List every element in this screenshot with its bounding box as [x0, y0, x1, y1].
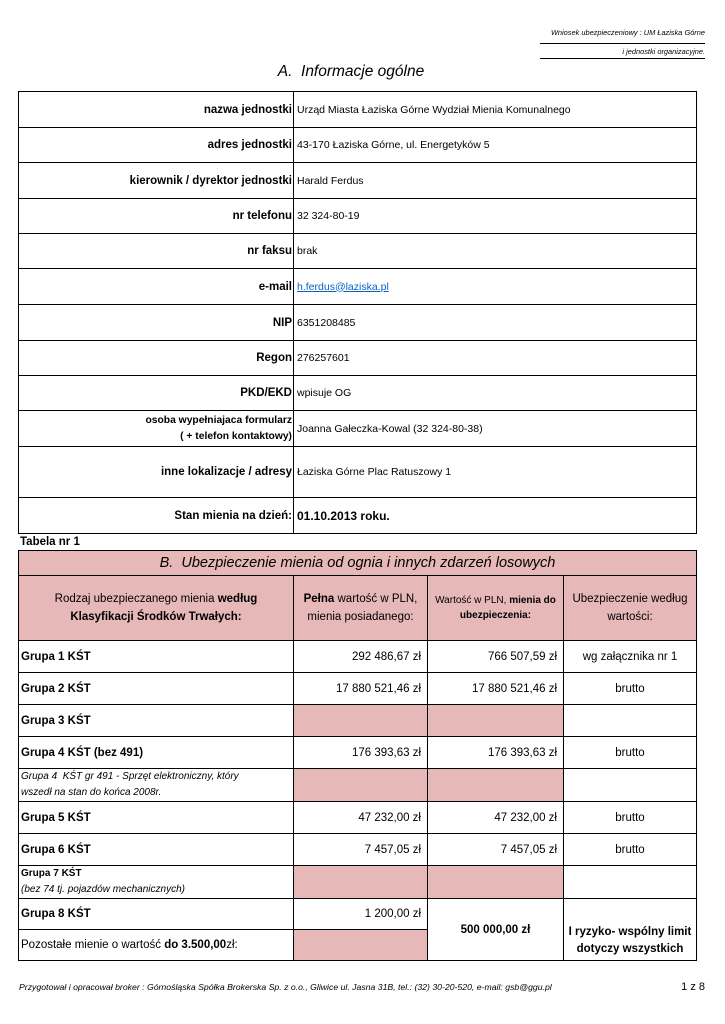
combined-limit-value: 500 000,00 zł — [428, 899, 564, 961]
header-text-bold: mienia do — [509, 595, 556, 606]
group-label: Grupa 4 KŚT (bez 491) — [19, 737, 294, 769]
asset-row-group-7 — [19, 866, 697, 899]
header-text-bold: Klasyfikacji Środków Trwałych: — [70, 611, 242, 623]
combined-limit-note — [564, 899, 697, 961]
asset-row-group-3 — [19, 705, 697, 737]
info-row-fax — [19, 234, 697, 269]
info-value: 43-170 Łaziska Górne, ul. Energetyków 5 — [294, 128, 697, 163]
info-value: Harald Ferdus — [294, 163, 697, 199]
insured-value-cell: 47 232,00 zł — [428, 802, 564, 834]
basis-cell-empty — [564, 705, 697, 737]
group-label-line1: Grupa 4 KŚT gr 491 - Sprzęt elektroniczny, który — [21, 771, 239, 782]
info-value: Joanna Gałeczka-Kowal (32 324-80-38) — [294, 411, 697, 447]
info-row-phone — [19, 199, 697, 234]
header-subtitle: i jednostki organizacyjne. — [622, 47, 705, 56]
section-b-title-row — [19, 551, 697, 576]
full-value-cell: 1 200,00 zł — [294, 899, 428, 930]
page-number: 1 z 8 — [681, 981, 705, 993]
full-value-cell-empty — [294, 769, 428, 802]
info-label-line2: ( + telefon kontaktowy) — [180, 430, 292, 442]
info-label: e-mail — [19, 269, 294, 305]
insured-value-cell: 176 393,63 zł — [428, 737, 564, 769]
info-row-regon — [19, 341, 697, 376]
section-b-title: B. Ubezpieczenie mienia od ognia i innych zdarzeń losowych — [19, 551, 697, 576]
full-value-cell: 47 232,00 zł — [294, 802, 428, 834]
group-label: Grupa 5 KŚT — [19, 802, 294, 834]
info-row-other-locations — [19, 447, 697, 498]
header-document-title: Wniosek ubezpieczeniowy : UM Łaziska Górne — [550, 28, 705, 37]
asset-row-group-2 — [19, 673, 697, 705]
asset-row-group-6 — [19, 834, 697, 866]
asset-row-group-4 — [19, 737, 697, 769]
basis-cell: brutto — [564, 673, 697, 705]
info-value: wpisuje OG — [294, 376, 697, 411]
basis-cell-empty — [564, 866, 697, 899]
info-row-contact-person — [19, 411, 697, 447]
info-label: kierownik / dyrektor jednostki — [19, 163, 294, 199]
header-insured-value — [428, 576, 564, 641]
group-label: Grupa 1 KŚT — [19, 641, 294, 673]
asset-row-group-1 — [19, 641, 697, 673]
info-label: NIP — [19, 305, 294, 341]
footer-broker-info: Przygotował i opracował broker : Górnośląska Spółka Brokerska Sp. z o.o., Gliwice ul. Jasna 31B, tel.: (32) 30-20-520, e-mail: gsb@ggu.pl — [19, 982, 552, 992]
info-value: 6351208485 — [294, 305, 697, 341]
info-label: nazwa jednostki — [19, 92, 294, 128]
full-value-cell: 17 880 521,46 zł — [294, 673, 428, 705]
info-value: 01.10.2013 roku. — [294, 498, 697, 534]
group-label-bold: do 3.500,00 — [164, 939, 227, 951]
general-info-table — [18, 91, 697, 534]
header-basis — [564, 576, 697, 641]
basis-cell: brutto — [564, 802, 697, 834]
full-value-cell: 7 457,05 zł — [294, 834, 428, 866]
info-row-manager — [19, 163, 697, 199]
insured-value-cell: 766 507,59 zł — [428, 641, 564, 673]
info-label — [19, 411, 294, 447]
group-label-suffix: zł: — [226, 939, 238, 951]
group-label: Grupa 8 KŚT — [19, 899, 294, 930]
header-full-value — [294, 576, 428, 641]
info-label: PKD/EKD — [19, 376, 294, 411]
basis-cell: brutto — [564, 737, 697, 769]
header-text-bold: Pełna — [303, 593, 335, 605]
group-label-text: Pozostałe mienie o wartość — [21, 939, 161, 951]
header-text-bold: według — [217, 593, 258, 605]
header-text: Rodzaj ubezpieczanego mienia — [54, 593, 215, 605]
info-value — [294, 269, 697, 305]
info-value: brak — [294, 234, 697, 269]
header-text-bold: ubezpieczenia: — [459, 610, 532, 621]
header-text: wartości: — [607, 611, 653, 623]
insured-value-cell: 7 457,05 zł — [428, 834, 564, 866]
group-label: Grupa 6 KŚT — [19, 834, 294, 866]
full-value-cell: 176 393,63 zł — [294, 737, 428, 769]
insured-value-cell-empty — [428, 705, 564, 737]
header-text: wartość w PLN, — [337, 593, 418, 605]
group-label: Grupa 3 KŚT — [19, 705, 294, 737]
group-label — [19, 866, 294, 899]
info-label: adres jednostki — [19, 128, 294, 163]
header-text: mienia posiadanego: — [307, 611, 414, 623]
asset-row-group-4-491 — [19, 769, 697, 802]
asset-row-group-8 — [19, 899, 697, 930]
group-label — [19, 769, 294, 802]
insured-value-cell-empty — [428, 866, 564, 899]
table-caption: Tabela nr 1 — [20, 536, 80, 548]
combined-limit-note-line1: I ryzyko- wspólny limit — [568, 926, 692, 938]
info-label: nr faksu — [19, 234, 294, 269]
basis-cell-empty — [564, 769, 697, 802]
header-property-type — [19, 576, 294, 641]
info-value: 32 324-80-19 — [294, 199, 697, 234]
full-value-cell: 292 486,67 zł — [294, 641, 428, 673]
section-a-title: A. Informacje ogólne — [277, 63, 425, 80]
header-divider-top — [540, 43, 705, 44]
full-value-cell-empty — [294, 930, 428, 961]
info-row-nip — [19, 305, 697, 341]
info-label: inne lokalizacje / adresy — [19, 447, 294, 498]
info-label: nr telefonu — [19, 199, 294, 234]
info-label-line1: osoba wypełniajaca formularz — [145, 414, 292, 426]
info-row-address — [19, 128, 697, 163]
info-row-property-date — [19, 498, 697, 534]
group-label-line1: Grupa 7 KŚT — [21, 868, 82, 879]
header-divider-bottom — [540, 58, 705, 59]
insured-value-cell: 17 880 521,46 zł — [428, 673, 564, 705]
basis-cell: wg załącznika nr 1 — [564, 641, 697, 673]
insured-value-cell-empty — [428, 769, 564, 802]
group-label — [19, 930, 294, 961]
full-value-cell-empty — [294, 866, 428, 899]
group-label-line2: wszedł na stan do końca 2008r. — [21, 787, 162, 798]
asset-row-group-5 — [19, 802, 697, 834]
combined-limit-note-line2: dotyczy wszystkich — [576, 943, 684, 955]
info-value: Łaziska Górne Plac Ratuszowy 1 — [294, 447, 697, 498]
info-value: 276257601 — [294, 341, 697, 376]
basis-cell: brutto — [564, 834, 697, 866]
info-row-unit-name — [19, 92, 697, 128]
email-link[interactable]: h.ferdus@laziska.pl — [297, 280, 389, 293]
info-row-email — [19, 269, 697, 305]
group-label-line2: (bez 74 tj. pojazdów mechanicznych) — [21, 884, 185, 895]
header-text: Wartość w PLN, — [435, 595, 507, 606]
header-text: Ubezpieczenie według — [572, 593, 688, 605]
full-value-cell-empty — [294, 705, 428, 737]
group-label: Grupa 2 KŚT — [19, 673, 294, 705]
table-header-row — [19, 576, 697, 641]
info-row-pkd — [19, 376, 697, 411]
info-value: Urząd Miasta Łaziska Górne Wydział Mienia Komunalnego — [294, 92, 697, 128]
info-label: Stan mienia na dzień: — [19, 498, 294, 534]
property-insurance-table — [18, 550, 697, 961]
info-label: Regon — [19, 341, 294, 376]
